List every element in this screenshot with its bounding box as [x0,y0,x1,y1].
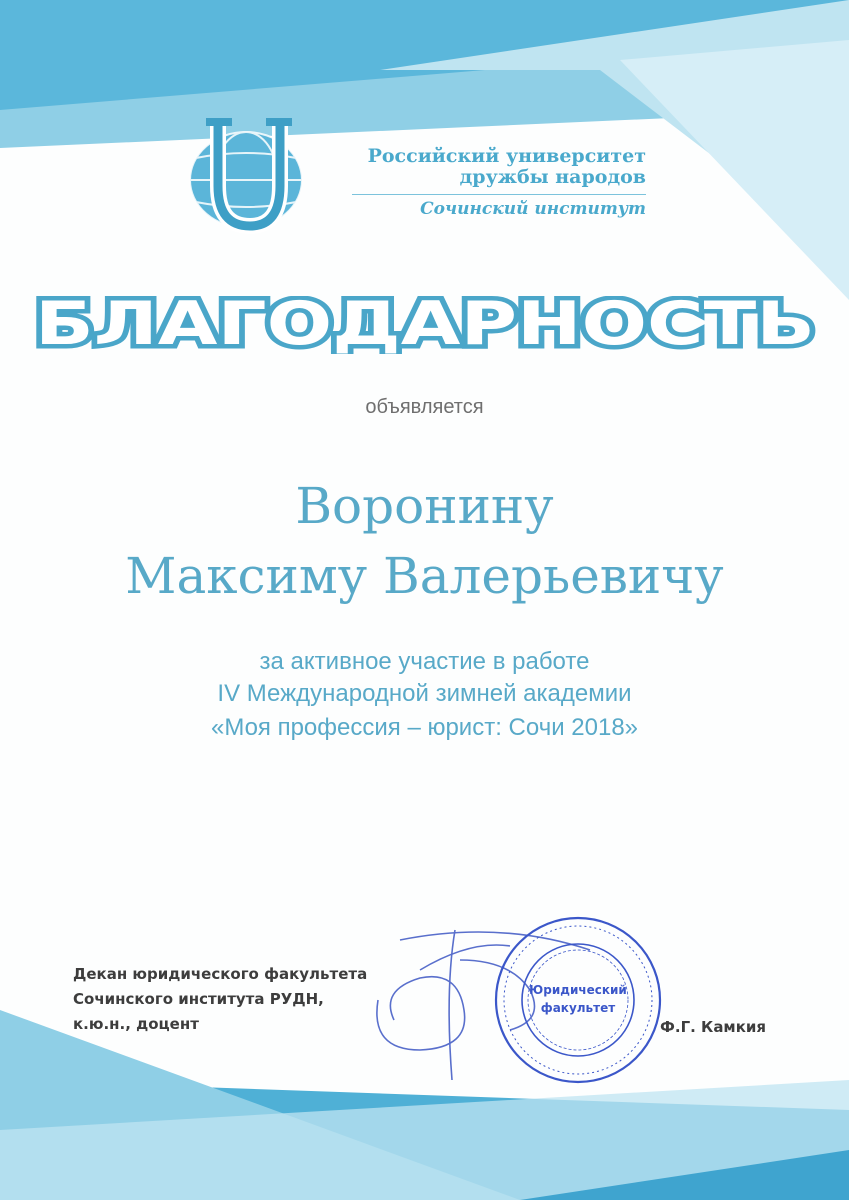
university-name [322,146,646,188]
announce-text: объявляется [365,396,484,418]
position-line3: к.ю.н., доцент [73,1015,199,1033]
signature-and-stamp [360,900,670,1100]
certificate-title [30,296,820,354]
reason-line1: за активное участие в работе [259,648,590,675]
institute-name: Сочинский институт [420,199,646,219]
recipient-given-names: Максиму Валерьевичу [125,547,724,605]
position-line2: Сочинского института РУДН, [73,990,324,1008]
official-stamp [496,918,660,1082]
reason-line2: IV Международной зимней академии [217,680,632,707]
signer-name: Ф.Г. Камкия [660,1018,767,1036]
university-name-line2: дружбы народов [459,166,646,188]
rudn-globe-logo-icon [188,114,308,238]
header-divider [352,194,646,195]
position-line1: Декан юридического факультета [73,965,368,983]
stamp-center-line1: Юридический [529,983,627,997]
recipient-surname: Воронину [295,477,554,535]
reason-line3: «Моя профессия – юрист: Сочи 2018» [210,714,639,741]
university-name-line1: Российский университет [367,145,646,167]
stamp-center-line2: факультет [540,1001,616,1015]
certificate-title-text: БЛАГОДАРНОСТЬ [35,296,815,354]
